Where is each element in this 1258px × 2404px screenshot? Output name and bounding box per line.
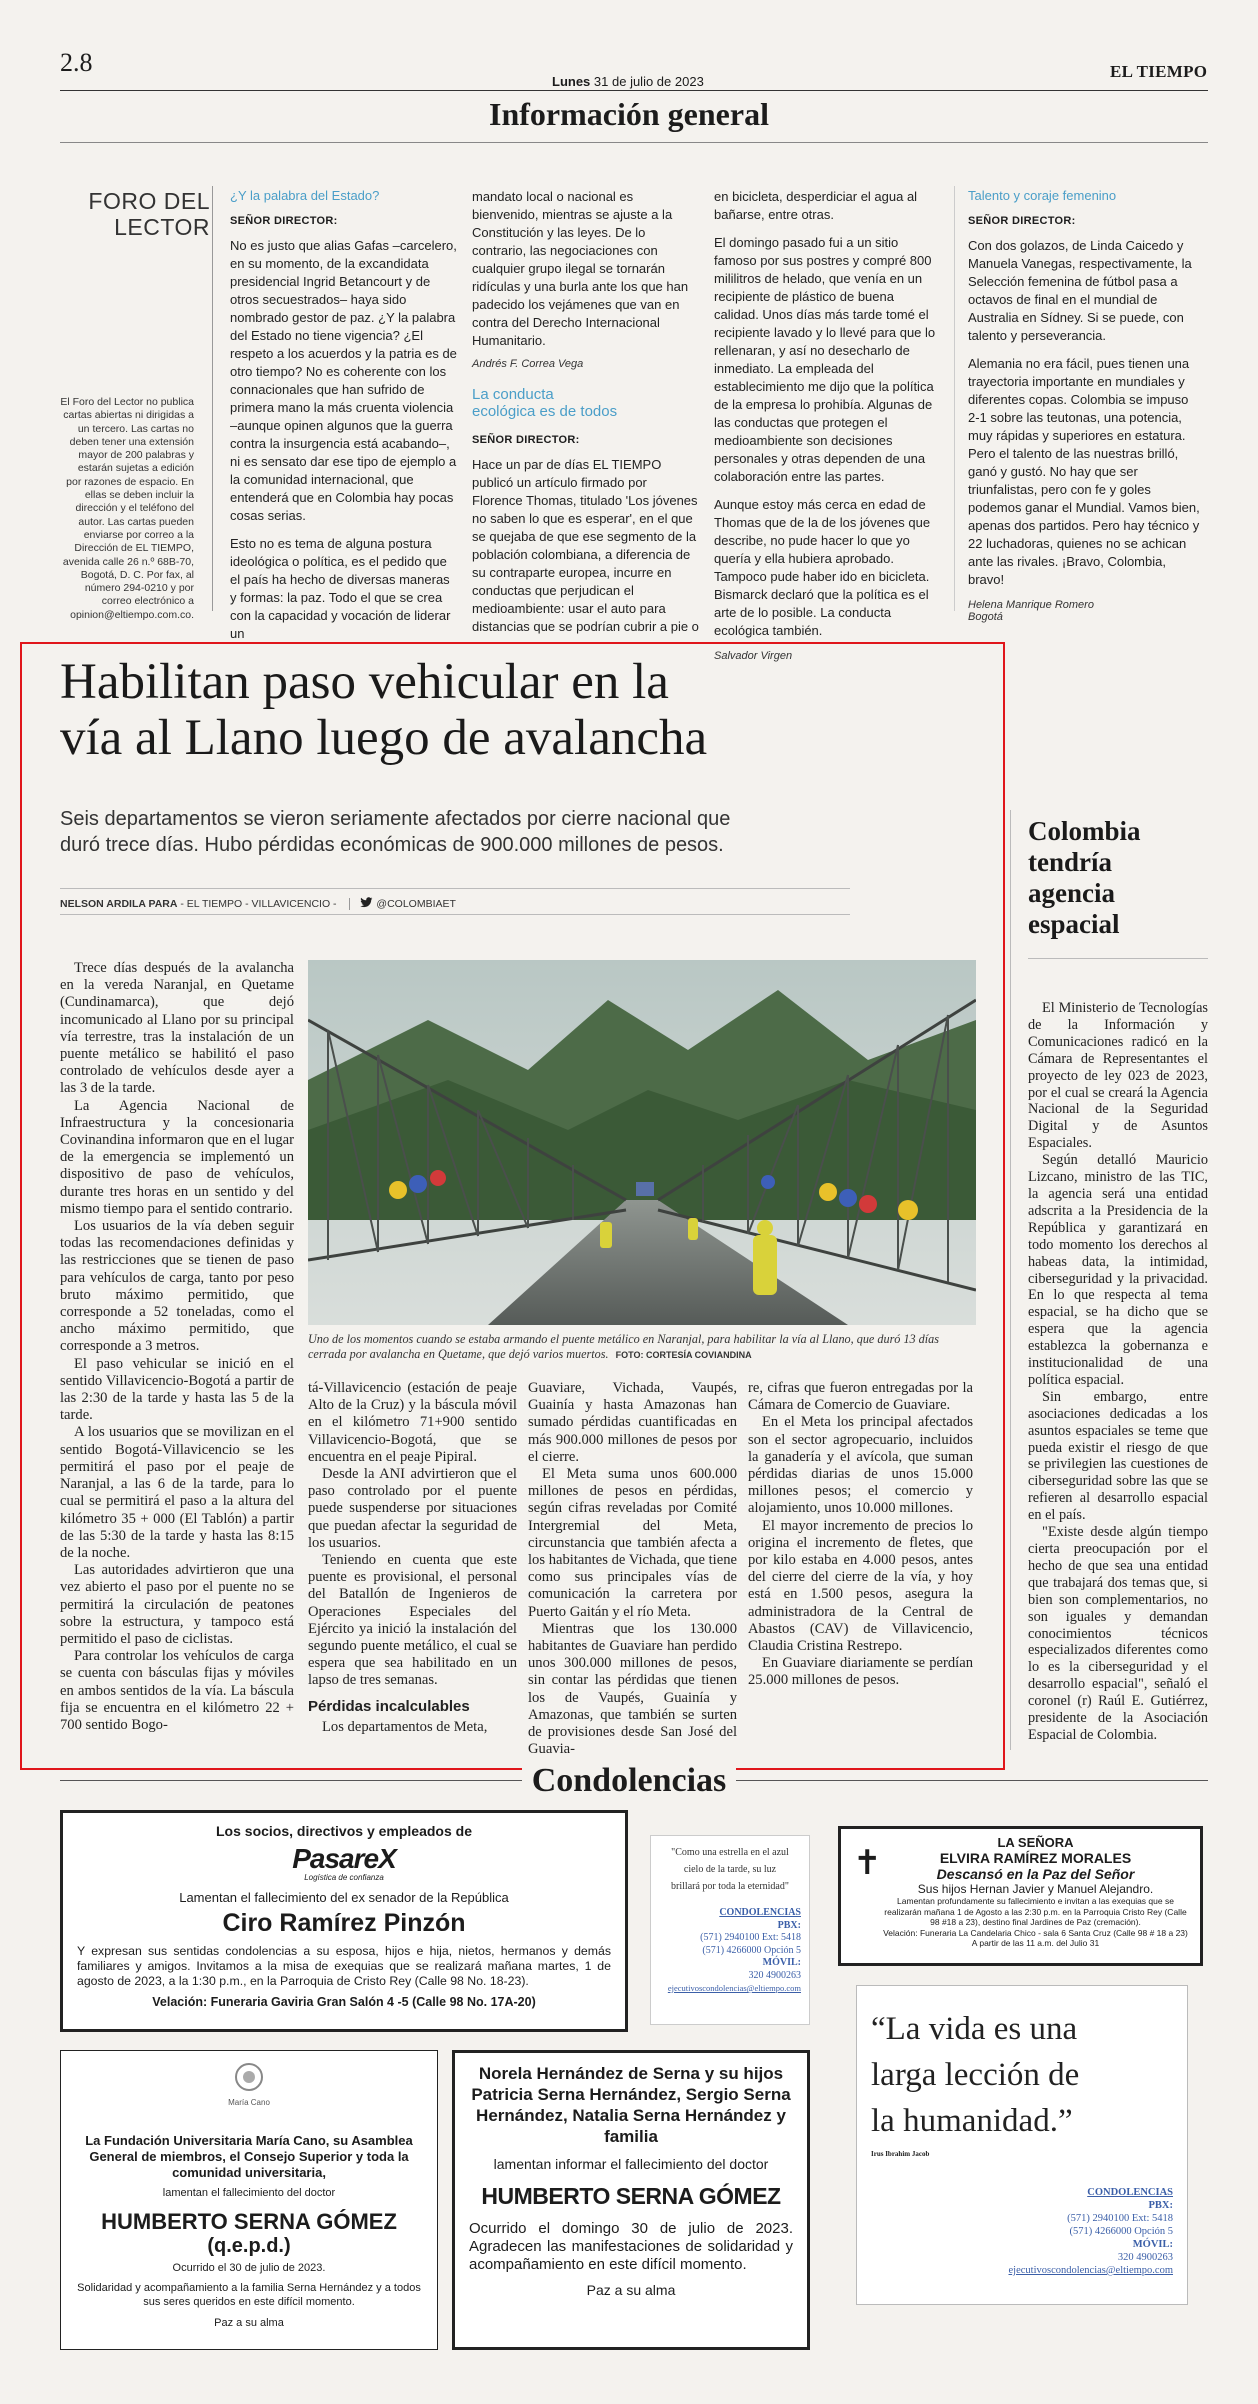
foro-divider <box>212 186 213 611</box>
ad4-line: lamentan el fallecimiento del doctor <box>162 2187 336 2199</box>
ad6-pbx2: (571) 4266000 Opción 5 <box>1069 2226 1173 2237</box>
page-number: 2.8 <box>60 48 93 77</box>
sidebar-headline-line2: tendría <box>1028 847 1112 877</box>
sidebar-headline <box>1028 816 1208 940</box>
letter-1-p3: mandato local o nacional es bienvenido, mientras se ajuste a la Constitución y las leyes. De lo contrario, las negociaciones con cualquier grupo ilegal se tornarán ridículas y una burla ante los que han padecido los vejámenes que van en contra del Derecho Internacional Humanitario. <box>472 189 689 348</box>
ad6-movil: 320 4900263 <box>1117 2252 1173 2263</box>
col2-p4: Los departamentos de Meta, <box>322 1718 488 1735</box>
byline-name: NELSON ARDILA PARA <box>60 898 178 910</box>
ad3-name: ELVIRA RAMÍREZ MORALES <box>939 1850 1132 1866</box>
ad6-author: Irus Ibrahim Jacob <box>871 2150 930 2158</box>
sidebar-headline-line4: espacial <box>1028 909 1120 939</box>
deck-line2: duró trece días. Hubo pérdidas económicas de 900.000 millones de pesos. <box>60 834 724 856</box>
ad3-velacion: Velación: Funeraria La Candelaria Chico - sala 6 Santa Cruz (Calle 98 # 18 a 23) <box>883 1927 1188 1938</box>
article-deck <box>60 806 920 858</box>
cross-icon: ✝ <box>853 1843 882 1883</box>
twitter-handle: @COLOMBIAET <box>376 898 456 910</box>
ad2-movil: 320 4900263 <box>748 1969 801 1981</box>
byline-rule-bottom <box>60 914 850 915</box>
foro-title-line2: LECTOR <box>114 214 210 240</box>
col1-p4: El paso vehicular se inició en el sentido Villavicencio-Bogotá a partir de las 2:30 de la tarde y hasta las 5 de la tarde. <box>60 1355 294 1424</box>
letter-1-salutation: SEÑOR DIRECTOR: <box>230 215 338 227</box>
letter-2-p1: Hace un par de días EL TIEMPO publicó un artículo firmado por Florence Thomas, titulado 'Los jóvenes no saben lo que es esperar', en el que se quejaba de que ese segmento de la población colombiana, a diferencia de su contraparte europea, incurre en conductas que perjudican el medioambiente: usar el auto para distancias que se podrían cubrir a pie o <box>472 457 699 634</box>
letter-3-p2: Alemania no era fácil, pues tienen una trayectoria importante en mundiales y diferentes copas. Colombia se impuso 2-1 sobre las teutonas, una potencia, muy rápidas y superiores en estatura. Pero el talento de las nuestras brilló, ganó y gustó. No hay que ser triunfalistas, pero con fe y goles podemos ganar el Mundial. Vamos bien, apenas dos partidos. Pero hay técnico y 22 luchadoras, quienes no se achican ante las rivales. ¡Bravo, Colombia, bravo! <box>968 356 1200 587</box>
ad4-logo-text: María Cano <box>228 2098 270 2107</box>
byline-rule-top <box>60 888 850 889</box>
col1-p3: Los usuarios de la vía deben seguir todas las recomendaciones definidas y las restricciones que se tienen de paso para vehículos de carga, tanto por peso bruto máximo permitido, que corresponde a 52 toneladas, como el ancho máximo permitido, que corresponde a 3 metros. <box>60 1218 294 1355</box>
ad6-quote-line3: la humanidad.” <box>871 2103 1073 2139</box>
letter-1 <box>230 188 458 653</box>
twitter-icon <box>349 898 376 910</box>
deck-line1: Seis departamentos se vieron seriamente afectados por cierre nacional que <box>60 808 731 830</box>
sidebar-rule <box>1028 958 1208 959</box>
letter-3-signature-city: Bogotá <box>968 611 1003 623</box>
ad1-brand-logo: PasareX <box>292 1843 396 1874</box>
letter-2-p2: en bicicleta, desperdiciar el agua al bañarse, entre otras. <box>714 189 918 222</box>
letter-3-signature-name: Helena Manrique Romero <box>968 599 1094 611</box>
ad2-quote-line1: "Como una estrella en el azul <box>671 1847 789 1858</box>
ad1-name: Ciro Ramírez Pinzón <box>222 1909 466 1937</box>
article-headline <box>60 654 960 766</box>
ad-norela <box>452 2050 810 2350</box>
ad3-line1: Descansó en la Paz del Señor <box>936 1866 1135 1882</box>
letter-2-p3: El domingo pasado fui a un sitio famoso por sus postres y compré 800 mililitros de helado, que venía en un recipiente de plástico de buena calidad. Unos días más tarde tomé el recipiente lavado y lo llevé para que lo rellenaran, y así no desecharlo de inmediato. La empleada del establecimiento me dijo que la política de la empresa lo prohibía. Algunas de las conductas que protegen el medioambiente son decisiones personales y otras dependen de una colaboración entre las partes. <box>714 235 936 484</box>
page-date <box>552 74 704 89</box>
ad6-quote-line2: larga lección de <box>871 2057 1080 2093</box>
letter-1-cont <box>472 188 700 646</box>
ad1-line: Lamentan el fallecimiento del ex senador de la República <box>179 1890 509 1905</box>
col4-p2: En el Meta los principal afectados son el sector agropecuario, incluidos la ganadería y el avícola, que suman pérdidas diarias de unos 15.000 millones pesos; el comercio y alojamiento, unos 10.000 millones. <box>748 1414 973 1517</box>
foro-title-line1: FORO DEL <box>88 188 210 214</box>
col3-p3: Mientras que los 130.000 habitantes de Guaviare han perdido unos 300.000 millones de pesos, sin contar las pérdidas que tienen los de Vaupés, Guainía y Amazonas, que también se surten de provisiones desde San José del Guavia- <box>528 1620 737 1758</box>
ad2-quote-line2: cielo de la tarde, su luz <box>683 1864 777 1875</box>
ad1-velacion: Velación: Funeraria Gaviria Gran Salón 4 -5 (Calle 98 No. 17A-20) <box>152 1995 536 2009</box>
masthead: EL TIEMPO <box>1110 62 1208 81</box>
ad4-qepd: (q.e.p.d.) <box>207 2235 291 2257</box>
ad1-tagline: Logística de confianza <box>304 1873 384 1882</box>
col1-p1: Trece días después de la avalancha en la vereda Naranjal, en Quetame (Cundinamarca), que dejó incomunicado al Llano por su principal vía terrestre, tras la instalación de un puente metálico se habilitó el paso controlado de vehículos desde ayer a las 3 de la tarde. <box>60 960 294 1097</box>
ad5-name: HUMBERTO SERNA GÓMEZ <box>481 2183 781 2209</box>
letter-1-p1: No es justo que alias Gafas –carcelero, en su momento, de la excandidata presidencial Ingrid Betancourt y de otros secuestrados– haya sido nombrado gestor de paz. ¿Y la palabra del Estado no tiene vigencia? ¿El respeto a los acuerdos y la patria es de otro tiempo? No es coherente con los connacionales que han sufrido de primera mano la más cruenta violencia –aunque opinen algunos que la guerra contra la insurgencia está acabando–, ni es sensato dar ese tipo de ejemplo a la comunidad internacional, que entenderá que en Colombia hay pocas cosas serias. <box>230 238 457 523</box>
ad2-contact <box>659 1907 801 1995</box>
col3-p1: Guaviare, Vichada, Vaupés, Guainía y hasta Amazonas han sumado pérdidas cuantificadas en más 900.000 millones de pesos por el cierre. <box>528 1380 737 1465</box>
article-byline <box>60 897 456 910</box>
ad2-pbx2: (571) 4266000 Opción 5 <box>702 1944 801 1956</box>
condolencias-title-text: Condolencias <box>522 1762 737 1799</box>
ad2-movil-label: MÓVIL: <box>762 1957 801 1968</box>
ad3-line2: Sus hijos Hernan Javier y Manuel Alejandro. <box>917 1882 1154 1896</box>
ad-elvira <box>838 1826 1203 1966</box>
col4-p3: El mayor incremento de precios lo origina el incremento de fletes, que por kilo estaba en 4.000 pesos, antes del cierre del cierre de la vía, y hoy está en 1.500 pesos, asegura la administradora de la Central de Abastos (CAV) de Villavicencio, Claudia Cristina Restrepo. <box>748 1517 973 1655</box>
letter-2-heading-line1: La conducta <box>472 386 554 403</box>
article-col-2 <box>308 1380 517 1736</box>
sidebar-p1: El Ministerio de Tecnologías de la Información y Comunicaciones radicó en la Cámara de Representantes el proyecto de ley 023 de 2023, por el cual se creará la Agencia Nacional de la Seguridad Digital y de Asuntos Espaciales. <box>1028 1000 1208 1152</box>
headline-line1: Habilitan paso vehicular en la <box>60 654 669 710</box>
col3-p2: El Meta suma unos 600.000 millones de pesos en pérdidas, según cifras reveladas por Comité Intergremial del Meta, circunstancia que también afecta a los habitantes de Vichada, que tiene como sus principales vías de comunicación la carretera por Puerto Gaitán y el río Meta. <box>528 1466 737 1620</box>
ad6-label: CONDOLENCIAS <box>1087 2187 1173 2198</box>
sidebar-headline-line1: Colombia <box>1028 816 1141 846</box>
letter-2-salutation: SEÑOR DIRECTOR: <box>472 434 580 446</box>
letter-2-signature: Salvador Virgen <box>714 650 793 662</box>
ad4-intro: La Fundación Universitaria María Cano, su Asamblea General de miembros, el Consejo Superior y toda la comunidad universitaria, <box>85 2133 413 2180</box>
letter-3 <box>968 188 1203 623</box>
letter-3-p1: Con dos golazos, de Linda Caicedo y Manuela Vanegas, respectivamente, la Selección femenina de fútbol pasa a octavos de final en el mundial de Australia en Sídney. Si se puede, con talento y perseverancia. <box>968 238 1192 343</box>
letters-divider <box>954 186 955 611</box>
letter-2-heading <box>472 386 700 420</box>
ad3-body: Lamentan profundamente su fallecimiento e invitan a las exequias que se realizarán mañana 1 de Agosto a las 2:30 p.m. en la Parroquia Cristo Rey (Calle 98 #18 a 23), destino final Jardines de Paz (cremación). <box>884 1896 1187 1927</box>
col2-p1: tá-Villavicencio (estación de peaje Alto de la Cruz) y la báscula móvil en el kilómetro 71+900 sentido Villavicencio-Bogotá, que se encuentra en el peaje Pipiral. <box>308 1380 517 1465</box>
ad4-name: HUMBERTO SERNA GÓMEZ <box>101 2209 397 2234</box>
ad2-pbx1: (571) 2940100 Ext: 5418 <box>700 1932 801 1943</box>
letter-2-p4: Aunque estoy más cerca en edad de Thomas que de la de los jóvenes que describe, no pude hacer lo que yo quería y ella hubiera aprobado. Tampoco pude haber ido en bicicleta. Bismarck declaró que la política es el arte de lo posible. La conducta ecológica también. <box>714 497 931 638</box>
ad2-label: CONDOLENCIAS <box>719 1907 801 1918</box>
ad1-intro: Los socios, directivos y empleados de <box>216 1823 472 1839</box>
article-col-3 <box>528 1380 737 1758</box>
byline-rest: - EL TIEMPO - VILLAVICENCIO - <box>180 898 337 910</box>
maria-cano-logo-icon <box>230 2061 268 2097</box>
letter-2-cont <box>714 188 942 662</box>
caption-text: Uno de los momentos cuando se estaba armando el puente metálico en Naranjal, para habilitar la vía al Llano, que duró 13 días cerrada por avalancha en Quetame, que dejó varios muertos. <box>308 1332 940 1361</box>
col4-p4: En Guaviare diariamente se perdían 25.000 millones de pesos. <box>748 1655 973 1689</box>
ad2-email-link[interactable]: ejecutivoscondolencias@eltiempo.com <box>667 1983 801 1993</box>
ad3-time: A partir de las 11 a.m. del Julio 31 <box>971 1938 1100 1948</box>
col2-p2: Desde la ANI advirtieron que el paso controlado por el puente puede suspenderse por situaciones que puedan afectar la seguridad de los usuarios. <box>308 1466 517 1551</box>
foro-title <box>60 188 210 240</box>
letter-1-signature: Andrés F. Correa Vega <box>472 358 584 370</box>
ad2-quote <box>659 1844 801 1895</box>
date-rest: 31 de julio de 2023 <box>593 74 704 89</box>
ad-vida-quote <box>856 1985 1188 2305</box>
sidebar-headline-line3: agencia <box>1028 878 1115 908</box>
ad4-closing: Paz a su alma <box>214 2317 284 2329</box>
ad6-pbx-label: PBX: <box>1148 2200 1173 2211</box>
header-rule <box>60 90 1208 91</box>
bridge-photo-illustration <box>308 960 976 1325</box>
date-day: Lunes <box>552 74 591 89</box>
ad5-closing: Paz a su alma <box>586 2282 676 2298</box>
headline-line2: vía al Llano luego de avalancha <box>60 710 708 766</box>
sidebar-divider <box>1010 810 1011 1750</box>
photo-credit: FOTO: CORTESÍA COVIANDINA <box>615 1350 752 1360</box>
col1-p2: La Agencia Nacional de Infraestructura y la concesionaria Covinandina informaron que en el lugar de la emergencia se implementó un dispositivo de paso de vehículos, durante tres horas en un sentido y del mismo tiempo para el sentido contrario. <box>60 1097 294 1217</box>
col4-p1: re, cifras que fueron entregadas por la Cámara de Comercio de Guaviare. <box>748 1380 973 1414</box>
letter-3-heading: Talento y coraje femenino <box>968 188 1117 203</box>
col2-subhead: Pérdidas incalculables <box>308 1697 470 1715</box>
ad6-movil-label: MÓVIL: <box>1132 2239 1173 2250</box>
letter-1-heading: ¿Y la palabra del Estado? <box>230 188 380 203</box>
sidebar-p2: Según detalló Mauricio Lizcano, ministro de las TIC, la agencia será una entidad adscrita a la Presidencia de la República y garantizará en todo momento los derechos al habeas data, la intimidad, ciberseguridad y la privacidad. En lo que respecta al tema espacial, se ha dicho que se espera que la agencia establezca la gobernanza e institucionalidad de una política espacial. <box>1028 1152 1208 1388</box>
letter-1-p2: Esto no es tema de alguna postura ideológica o política, es el pedido que el país ha hecho de diversas maneras y formas: la paz. Todo el que se crea con la capacidad y vocación de liderar un <box>230 536 451 641</box>
col1-p6: Las autoridades advirtieron que una vez abierto el paso por el puente no se permitirá la circulación de peatones sobre la estructura, y tampoco está permitido el paso de ciclistas. <box>60 1562 294 1647</box>
article-photo <box>308 960 976 1325</box>
col1-p7: Para controlar los vehículos de carga se cuenta con básculas fijas y móviles en ambos sentidos de la vía. La báscula fija se encuentra en el kilómetro 22 + 700 sentido Bogo- <box>60 1648 294 1733</box>
ad3-title: LA SEÑORA <box>997 1835 1074 1850</box>
foro-notice: El Foro del Lector no publica cartas abiertas ni dirigidas a un tercero. Las cartas no deben tener una extensión mayor de 200 palabras y estarán sujetas a edición por razones de espacio. En ellas se deben incluir la dirección y el teléfono del autor. Las cartas pueden enviarse por correo a la Dirección de EL TIEMPO, avenida calle 26 n.º 68B-70, Bogotá, D. C. Por fax, al número 294-0210 y por correo electrónico a opinion@eltiempo.com.co. <box>60 396 194 621</box>
condolencias-title <box>0 1762 1258 1800</box>
ad2-quote-line3: brillará por toda la eternidad" <box>671 1881 789 1892</box>
ad2-pbx-label: PBX: <box>777 1919 801 1931</box>
ad6-pbx1: (571) 2940100 Ext: 5418 <box>1067 2213 1173 2224</box>
sidebar-p4: "Existe desde algún tiempo cierta preocupación por el hecho de que sea una entidad que trabajará dos temas que, si bien son complementarios, no son iguales y demandan conocimientos técnicos especializados diferentes como lo es la ciberseguridad y el desarrollo espacial", señaló el coronel (r) Raúl E. Gutiérrez, presidente de la Asociación Espacial de Colombia. <box>1028 1524 1208 1743</box>
ad-maria-cano <box>60 2050 438 2350</box>
ad4-date: Ocurrido el 30 de julio de 2023. <box>172 2262 326 2274</box>
section-rule <box>60 142 1208 143</box>
sidebar-body <box>1028 1000 1208 1744</box>
photo-caption <box>308 1332 976 1363</box>
ad1-body: Y expresan sus sentidas condolencias a su esposa, hijos e hija, nietos, hermanos y demás familiares y amigos. Invitamos a la misa de exequias que se realizará mañana martes, 1 de agosto de 2023, a la 1:30 p.m., en la Parroquia de Cristo Rey (Calle 98 No. 18-23). <box>77 1944 611 1988</box>
sidebar-p3: Sin embargo, entre asociaciones dedicadas a los asuntos espaciales se teme que pueda existir el riesgo de que se privilegien las cuestiones de ciberseguridad sobre las que se refieren al desarrollo espacial en el país. <box>1028 1388 1208 1524</box>
ad-pasarex <box>60 1810 628 2032</box>
col2-p3: Teniendo en cuenta que este puente es provisional, el personal del Batallón de Ingenieros de Operaciones Especiales del Ejército ya inició la instalación del segundo puente metálico, el cual se espera que sea habilitado en un lapso de tres semanas. <box>308 1552 517 1689</box>
ad5-body: Ocurrido el domingo 30 de julio de 2023. Agradecen las manifestaciones de solidaridad y acompañamiento en este difícil momento. <box>469 2220 793 2273</box>
article-col-1 <box>60 960 294 1734</box>
ad5-header: Norela Hernández de Serna y su hijos Patricia Serna Hernández, Sergio Serna Hernández, Natalia Serna Hernández y familia <box>471 2064 791 2146</box>
letter-3-salutation: SEÑOR DIRECTOR: <box>968 215 1076 227</box>
ad6-email-link[interactable]: ejecutivoscondolencias@eltiempo.com <box>1008 2265 1173 2276</box>
ad6-contact <box>871 2186 1173 2277</box>
article-col-4 <box>748 1380 973 1690</box>
section-title: Información general <box>489 96 769 132</box>
letter-2-heading-line2: ecológica es de todos <box>472 403 618 420</box>
ad6-quote <box>871 2006 1173 2144</box>
ad5-line: lamentan informar el fallecimiento del doctor <box>493 2156 769 2172</box>
col1-p5: A los usuarios que se movilizan en el sentido Bogotá-Villavicencio se les permitirá el paso por el peaje de Naranjal, a las 6 de la tarde, para lo cual se permitirá el paso a la altura del kilómetro 35 + 000 (El Tablón) a partir de las 5:30 de la tarde y hasta las 8:15 de la noche. <box>60 1424 294 1561</box>
ad-condolencias-quote <box>650 1835 810 2025</box>
ad4-body: Solidaridad y acompañamiento a la familia Serna Hernández y a todos sus seres queridos en este difícil momento. <box>77 2282 421 2308</box>
ad6-quote-line1: “La vida es una <box>871 2011 1078 2047</box>
